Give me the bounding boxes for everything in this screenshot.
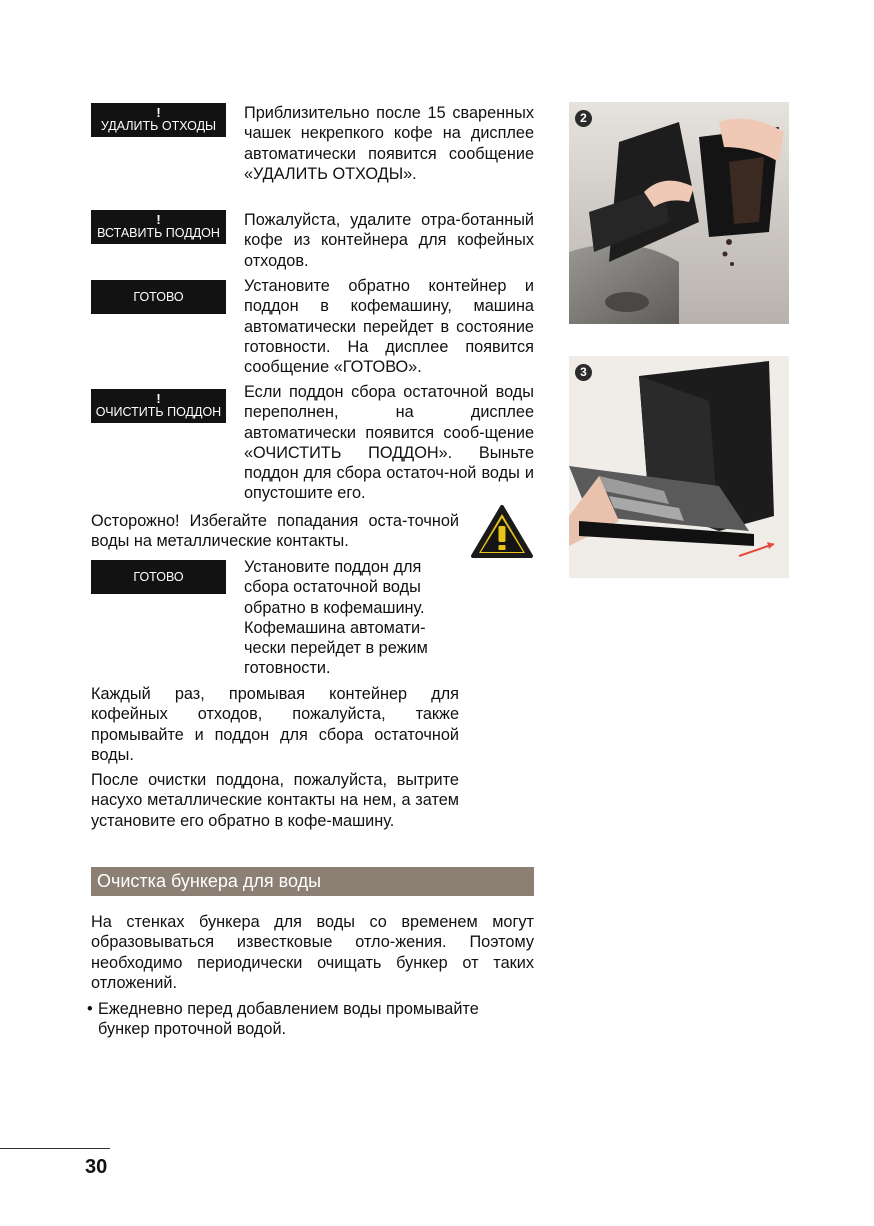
footer-rule <box>0 1148 110 1149</box>
page-number: 30 <box>85 1156 108 1178</box>
paragraph-tray-full: Если поддон сбора остаточной воды переполнен, на дисплее автоматически появится сооб-щение «ОЧИСТИТЬ ПОДДОН». Выньте поддон для сбора остаточ-ной воды и опустошите его. <box>244 383 534 503</box>
alert-icon: ! <box>156 212 161 227</box>
paragraph-dry-contacts: После очистки поддона, пожалуйста, вытрите насухо металлические контакты на нем, а затем установите его обратно в кофе-машину. <box>91 771 459 830</box>
display-badge-remove-waste <box>91 103 226 137</box>
photo-drip-tray <box>569 356 789 578</box>
paragraph-reinstall-tray: Установите поддон для сбора остаточной воды обратно в кофемашину. Кофемашина автомати-чески перейдет в режим готовности. <box>244 558 428 678</box>
paragraph-remove-coffee: Пожалуйста, удалите отра-ботанный кофе из контейнера для кофейных отходов. <box>244 211 534 270</box>
display-badge-clean-tray <box>91 389 226 423</box>
figure-number: 2 <box>575 110 592 127</box>
paragraph-reinstall: Установите обратно контейнер и поддон в кофемашину, машина автоматически перейдет в состояние готовности. На дисплее появится сообщение «ГОТОВО». <box>244 277 534 377</box>
bullet-item <box>87 999 534 1040</box>
section-heading: Очистка бункера для воды <box>91 867 534 896</box>
badge-label: УДАЛИТЬ ОТХОДЫ <box>100 119 217 133</box>
photo-illustration <box>569 102 789 324</box>
display-badge-ready-2: ГОТОВО <box>91 560 226 594</box>
paragraph-remove-waste: Приблизительно после 15 сваренных чашек некрепкого кофе на дисплее автоматически появится сообщение «УДАЛИТЬ ОТХОДЫ». <box>244 104 534 183</box>
warning-icon <box>470 504 534 560</box>
section-paragraph: На стенках бункера для воды со временем могут образовываться известковые отло-жения. Поэтому необходимо периодически очищать бункер от таких отложений. <box>91 913 534 992</box>
bullet-text: Ежедневно перед добавлением воды промывайте бункер проточной водой. <box>98 1000 479 1039</box>
display-badge-ready: ГОТОВО <box>91 280 226 314</box>
paragraph-wash-tray: Каждый раз, промывая контейнер для кофейных отходов, пожалуйста, также промывайте и поддон для сбора остаточной воды. <box>91 685 459 764</box>
bullet-mark: • <box>87 1000 93 1018</box>
display-badge-insert-tray <box>91 210 226 244</box>
badge-label: ОЧИСТИТЬ ПОДДОН <box>95 405 222 419</box>
alert-icon: ! <box>156 105 161 120</box>
photo-emptying-container <box>569 102 789 324</box>
warning-text: Осторожно! Избегайте попадания оста-точной воды на металлические контакты. <box>91 512 459 551</box>
badge-label: ВСТАВИТЬ ПОДДОН <box>97 226 220 240</box>
alert-icon: ! <box>156 391 161 406</box>
figure-number: 3 <box>575 364 592 381</box>
photo-illustration <box>569 356 789 578</box>
